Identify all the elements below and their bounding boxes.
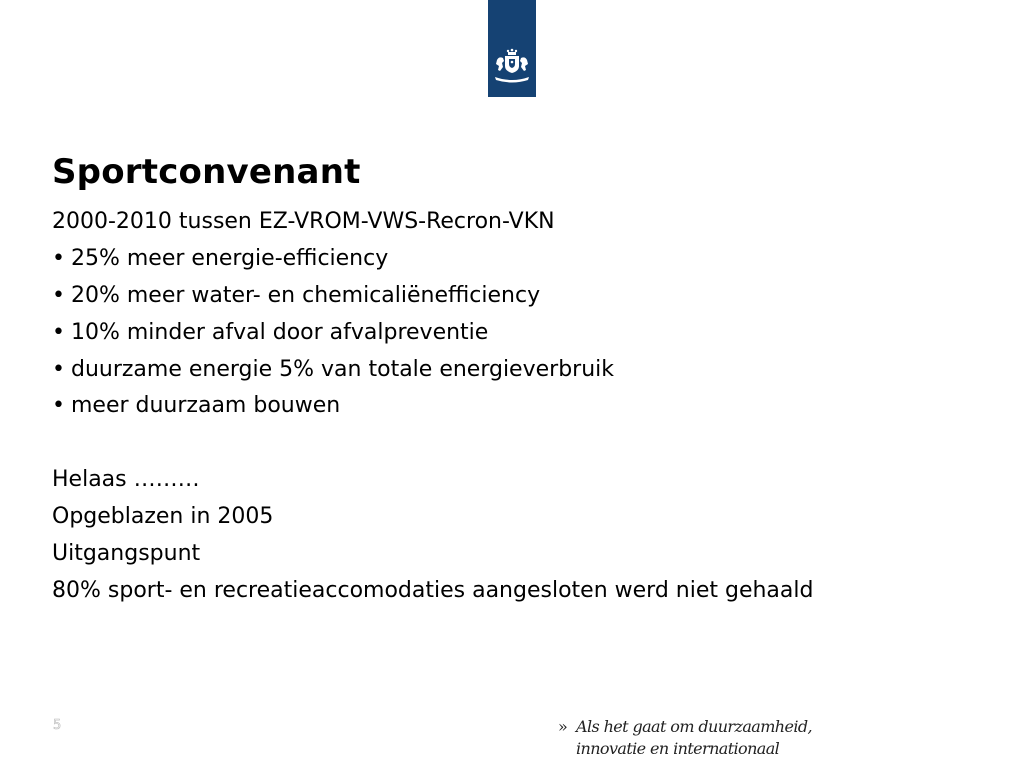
coat-of-arms-icon xyxy=(488,0,536,97)
bullet-item-text: 10% minder afval door afvalpreventie xyxy=(70,319,489,345)
bullet-item xyxy=(52,278,992,315)
bullet-item xyxy=(52,241,992,278)
body-line-text: Helaas ……… xyxy=(52,467,200,493)
body-line-text: 80% sport- en recreatieaccomodaties aangesloten werd niet gehaald xyxy=(52,577,814,603)
slide-number: 5 xyxy=(53,718,62,733)
government-logo-bar xyxy=(488,0,536,97)
bullet-icon: • xyxy=(52,245,65,271)
bullet-item-text: duurzame energie 5% van totale energieverbruik xyxy=(70,356,615,382)
chevron-right-icon: » xyxy=(558,717,566,736)
tagline-text-2: innovatie en internationaal xyxy=(576,739,780,758)
bullet-icon: • xyxy=(52,393,65,419)
bullet-item-text: meer duurzaam bouwen xyxy=(70,393,341,419)
tagline-line-2 xyxy=(558,738,812,760)
body-line-text: Opgeblazen in 2005 xyxy=(52,504,274,530)
slide-title: Sportconvenant xyxy=(52,152,361,192)
tagline-text-1: Als het gaat om duurzaamheid, xyxy=(576,717,812,736)
body-line xyxy=(52,573,992,610)
body-line xyxy=(52,462,992,499)
bullet-icon: • xyxy=(52,319,65,345)
bullet-icon: • xyxy=(52,356,65,382)
blank-line xyxy=(52,425,992,462)
body-line xyxy=(52,499,992,536)
slide-body xyxy=(52,204,992,610)
bullet-icon: • xyxy=(52,282,65,308)
bullet-item xyxy=(52,315,992,352)
footer-tagline xyxy=(558,716,812,760)
bullet-item xyxy=(52,352,992,389)
tagline-line-1 xyxy=(558,716,812,738)
body-line-text: 2000-2010 tussen EZ-VROM-VWS-Recron-VKN xyxy=(52,209,555,234)
bullet-item-text: 20% meer water- en chemicaliënefficiency xyxy=(70,282,541,308)
body-line xyxy=(52,536,992,573)
bullet-item-text: 25% meer energie-efficiency xyxy=(70,245,389,271)
body-line xyxy=(52,204,992,241)
bullet-item xyxy=(52,388,992,425)
body-line-text: Uitgangspunt xyxy=(52,541,201,567)
